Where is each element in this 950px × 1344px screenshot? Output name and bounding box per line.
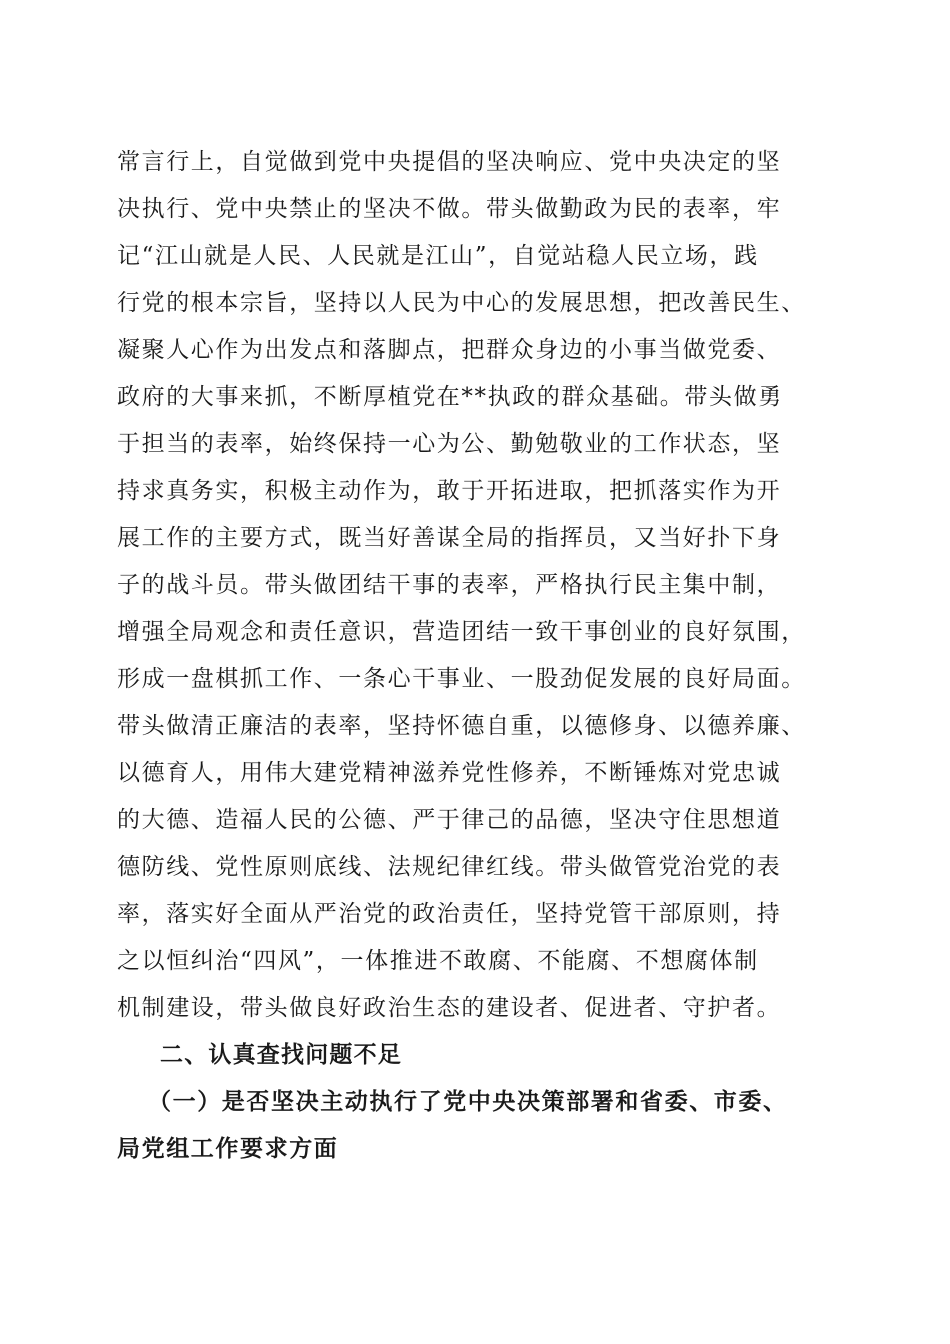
body-line-16: 德防线、党性原则底线、法规纪律红线。带头做管党治党的表: [117, 854, 782, 880]
body-line-2: 决执行、党中央禁止的坚决不做。带头做勤政为民的表率，牢: [117, 196, 782, 222]
body-line-18: 之以恒纠治“四风”，一体推进不敢腐、不能腐、不想腐体制: [117, 948, 759, 974]
body-line-6: 政府的大事来抓，不断厚植党在**执政的群众基础。带头做勇: [117, 384, 783, 410]
body-line-13: 带头做清正廉洁的表率，坚持怀德自重，以德修身、以德养廉、: [117, 713, 806, 739]
body-line-17: 率，落实好全面从严治党的政治责任，坚持党管干部原则，持: [117, 901, 782, 927]
body-line-1: 常言行上，自觉做到党中央提倡的坚决响应、党中央决定的坚: [117, 149, 782, 175]
body-line-4: 行党的根本宗旨，坚持以人民为中心的发展思想，把改善民生、: [117, 290, 806, 316]
body-line-9: 展工作的主要方式，既当好善谋全局的指挥员，又当好扑下身: [117, 525, 782, 551]
body-line-10: 子的战斗员。带头做团结干事的表率，严格执行民主集中制，: [117, 572, 782, 598]
body-line-3: 记“江山就是人民、人民就是江山”，自觉站稳人民立场，践: [117, 243, 759, 269]
body-line-8: 持求真务实，积极主动作为，敢于开拓进取，把抓落实作为开: [117, 478, 782, 504]
body-line-12: 形成一盘棋抓工作、一条心干事业、一股劲促发展的良好局面。: [117, 666, 806, 692]
section-heading: 二、认真查找问题不足: [160, 1042, 402, 1068]
body-line-15: 的大德、造福人民的公德、严于律己的品德，坚决守住思想道: [117, 807, 782, 833]
subsection-heading-line-2: 局党组工作要求方面: [117, 1135, 339, 1162]
body-line-5: 凝聚人心作为出发点和落脚点，把群众身边的小事当做党委、: [117, 337, 782, 363]
body-line-19: 机制建设，带头做良好政治生态的建设者、促进者、守护者。: [117, 995, 782, 1021]
body-line-14: 以德育人，用伟大建党精神滋养党性修养，不断锤炼对党忠诚: [117, 760, 782, 786]
body-line-7: 于担当的表率，始终保持一心为公、勤勉敬业的工作状态，坚: [117, 431, 782, 457]
body-line-11: 增强全局观念和责任意识，营造团结一致干事创业的良好氛围，: [117, 619, 806, 645]
subsection-heading-line-1: （一）是否坚决主动执行了党中央决策部署和省委、市委、: [148, 1088, 788, 1115]
